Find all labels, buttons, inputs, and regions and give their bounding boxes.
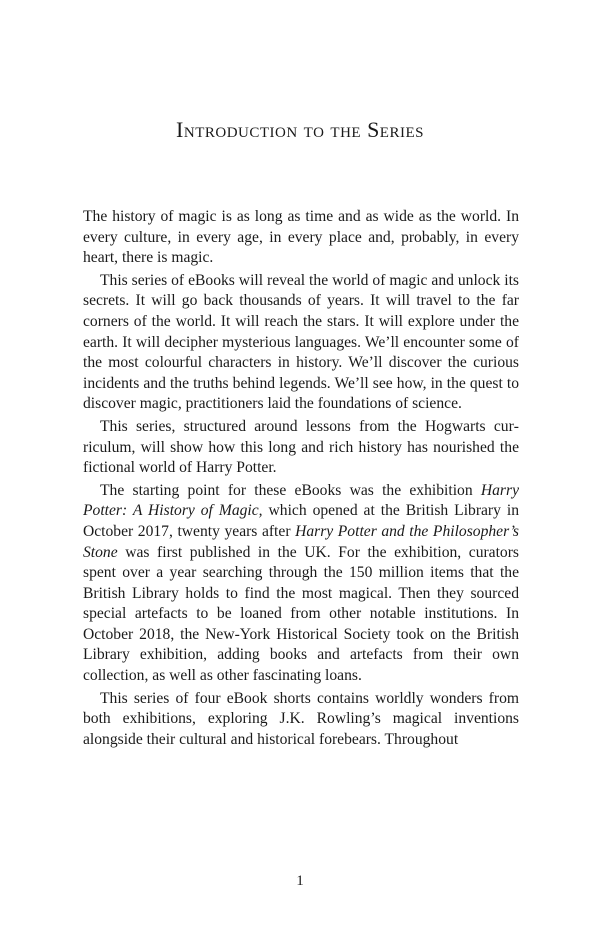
- paragraph-5: This series of four eBook shorts contains worldly wonders from both exhibitions, exploring J.K. Rowling’s magical inventions alongside their cultural and historical forebears. Throughout: [83, 689, 519, 748]
- chapter-title: Introduction to the Series: [176, 117, 424, 142]
- paragraph-4-text-c: which opened at the British Library in October 2017, twenty years after: [83, 502, 520, 540]
- paragraph-1: The history of magic is as long as time and as wide as the world. In every culture, in every age, in every place and, probably, in every heart, there is magic.: [83, 208, 519, 267]
- paragraph-4-text-e: was first published in the UK. For the exhibition, curators spent over a year searching through the 150 million items that the British Library holds to find the most magical. Then they sourced special artefacts to be loaned from other notable institutions. In October 2018, the New-York Historical Society took on the British Library exhibition, adding books and artefacts from their own collection, as well as other fascinating loans.: [83, 543, 519, 685]
- paragraph-4: [83, 481, 519, 687]
- book-title: Harry Potter and the Philosopher’s Stone: [83, 522, 519, 561]
- exhibition-title: Harry Potter: A History of Magic,: [83, 481, 519, 520]
- body-text: [83, 207, 519, 752]
- paragraph-2: This series of eBooks will reveal the world of magic and unlock its secrets. It will go back thousands of years. It will travel to the far corners of the world. It will reach the stars. It will explore under the earth. It will decipher mysterious languages. We’ll encounter some of the most colourful characters in history. We’ll discover the curious incidents and the truths behind legends. We’ll see how, in the quest to discover magic, practitioners laid the foundations of science.: [83, 271, 519, 413]
- paragraph-4-text-a: The starting point for these eBooks was the exhibition: [100, 481, 481, 499]
- page-number: 1: [296, 873, 304, 889]
- paragraph-3: This series, structured around lessons from the Hogwarts curriculum, will show how this long and rich history has nourished the fictional world of Harry Potter.: [83, 417, 519, 477]
